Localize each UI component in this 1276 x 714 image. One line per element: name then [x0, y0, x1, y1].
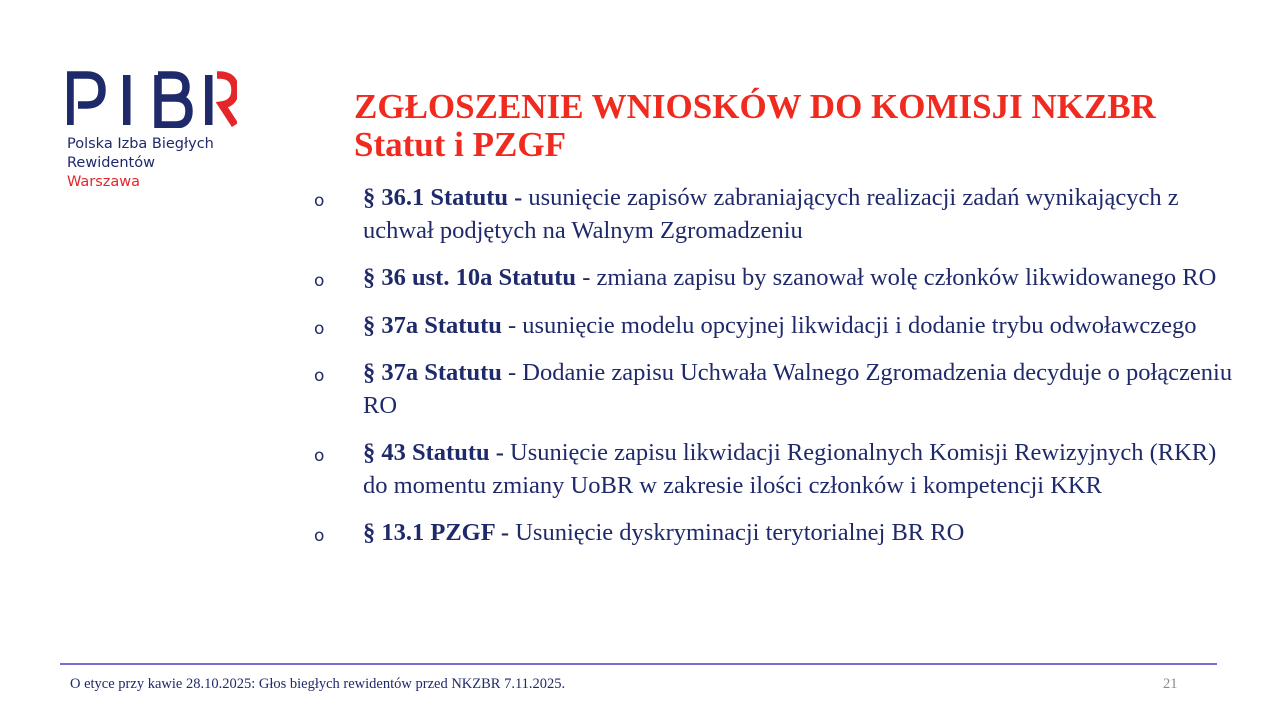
list-item-bold: § 36.1 Statutu - [363, 184, 523, 211]
page-number: 21 [1163, 676, 1178, 692]
footer-divider [60, 663, 1217, 665]
list-item-text [363, 182, 1234, 247]
logo-city: Warszawa [67, 174, 141, 190]
list-item [314, 517, 1234, 550]
logo-letter-r-stem [205, 75, 213, 125]
logo-letter-i [123, 75, 131, 125]
bullet-marker: o [314, 271, 325, 291]
logo-letter-b [158, 75, 189, 125]
logo-letter-r-bowl [217, 75, 235, 125]
pibr-logo-letters [67, 70, 237, 128]
list-item-bold: § 37a Statutu [363, 359, 502, 386]
slide-title [354, 88, 1156, 164]
list-item-rest: Usunięcie zapisu likwidacji Regionalnych Komisji Rewizyjnych (RKR) do momentu zmiany UoBR w zakresie ilości członków i kompetencji KKR [363, 439, 1217, 499]
slide-title-line-2: Statut i PZGF [354, 125, 566, 164]
bullet-marker: o [314, 191, 325, 211]
logo-line-1: Polska Izba Biegłych [67, 136, 214, 152]
list-item-rest: - usunięcie modelu opcyjnej likwidacji i dodanie trybu odwoławczego [501, 311, 1197, 339]
list-item-bold: § 37a Statutu [363, 311, 502, 339]
list-item-rest: usunięcie zapisów zabraniających realizacji zadań wynikających z uchwał podjętych na Walnym Zgromadzeniu [363, 184, 1179, 244]
list-item-bold: § 43 Statutu - [363, 439, 504, 466]
pibr-logo-mark [67, 70, 237, 128]
list-item [314, 437, 1234, 502]
list-item-text [363, 437, 1234, 502]
list-item-text [363, 262, 1216, 295]
list-item [314, 182, 1234, 247]
list-item [314, 357, 1234, 422]
footer-text: O etyce przy kawie 28.10.2025: Głos biegłych rewidentów przed NKZBR 7.11.2025. [70, 676, 566, 692]
list-item [314, 310, 1234, 343]
bullet-list [314, 182, 1234, 565]
list-item-bold: § 13.1 PZGF - [363, 519, 510, 546]
list-item-bold: § 36 ust. 10a Statutu [363, 264, 577, 291]
pibr-logo [67, 70, 237, 192]
list-item-rest: Usunięcie dyskryminacji terytorialnej BR RO [509, 519, 965, 546]
list-item-text [363, 357, 1234, 422]
bullet-marker: o [314, 526, 325, 546]
bullet-marker: o [314, 446, 325, 466]
list-item [314, 262, 1234, 295]
logo-line-2: Rewidentów [67, 155, 155, 171]
bullet-marker: o [314, 318, 325, 339]
list-item-rest: - zmiana zapisu by szanował wolę członków likwidowanego RO [576, 264, 1217, 291]
list-item-text [363, 310, 1197, 343]
bullet-marker: o [314, 366, 325, 386]
slide-title-line-1: ZGŁOSZENIE WNIOSKÓW DO KOMISJI NKZBR [354, 87, 1156, 126]
logo-letter-p [70, 75, 102, 125]
list-item-text [363, 517, 964, 550]
list-item-rest: - Dodanie zapisu Uchwała Walnego Zgromadzenia decyduje o połączeniu RO [363, 359, 1233, 419]
